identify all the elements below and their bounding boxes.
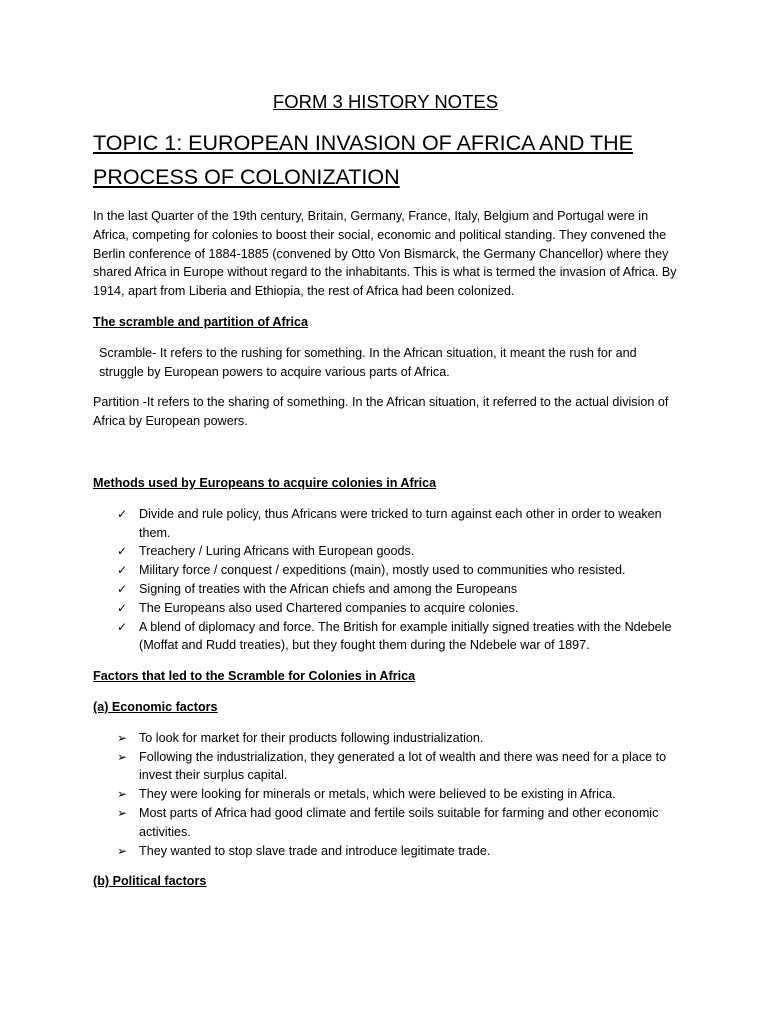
list-item-text: Treachery / Luring Africans with European goods. [139,544,415,559]
methods-list [93,505,678,655]
arrow-bullet-icon: ➢ [116,805,128,820]
economic-factors-heading: (a) Economic factors [93,699,218,714]
economic-factors-list [93,729,678,861]
list-item [93,804,678,842]
check-icon: ✓ [116,619,128,634]
list-item-text: Signing of treaties with the African chiefs and among the Europeans [139,581,518,596]
intro-paragraph: In the last Quarter of the 19th century, Britain, Germany, France, Italy, Belgium and Portugal were in Africa, competing for colonies to boost their social, economic and political standing. They convened the Berlin conference of 1884-1885 (convened by Otto Von Bismarck, the Germany Chancellor) where they shared Africa in Europe without regard to the inhabitants. This is what is termed the invasion of Africa. By 1914, apart from Liberia and Ethiopia, the rest of Africa had been colonized. [93,209,677,299]
check-icon: ✓ [116,581,128,596]
document-title: FORM 3 HISTORY NOTES [272,91,499,112]
list-item [93,505,678,543]
check-icon: ✓ [116,600,128,615]
scramble-heading: The scramble and partition of Africa [93,314,309,329]
political-factors-heading: (b) Political factors [93,874,207,889]
arrow-bullet-icon: ➢ [116,787,128,802]
list-item-text: A blend of diplomacy and force. The British for example initially signed treaties with the Ndebele (Moffat and Rudd treaties), but they fought them during the Ndebele war of 1897. [139,619,672,653]
check-icon: ✓ [116,563,128,578]
arrow-bullet-icon: ➢ [116,843,128,858]
check-icon: ✓ [116,544,128,559]
list-item-text: Military force / conquest / expeditions (main), mostly used to communities who resisted. [139,563,626,578]
list-item [93,561,678,580]
list-item-text: To look for market for their products following industrialization. [139,730,484,745]
arrow-bullet-icon: ➢ [116,730,128,745]
list-item [93,729,678,748]
arrow-bullet-icon: ➢ [116,749,128,764]
topic-heading: TOPIC 1: EUROPEAN INVASION OF AFRICA AND THE PROCESS OF COLONIZATION [93,131,634,189]
list-item-text: Divide and rule policy, thus Africans were tricked to turn against each other in order to weaken them. [139,506,662,540]
check-icon: ✓ [116,506,128,521]
document-page [93,90,678,903]
list-item [93,785,678,804]
list-item-text: They wanted to stop slave trade and introduce legitimate trade. [139,843,491,858]
list-item [93,748,678,786]
list-item [93,542,678,561]
list-item [93,618,678,656]
list-item [93,842,678,861]
list-item-text: Most parts of Africa had good climate and fertile soils suitable for farming and other economic activities. [139,805,659,839]
list-item-text: They were looking for minerals or metals, which were believed to be existing in Africa. [139,787,616,802]
list-item-text: Following the industrialization, they generated a lot of wealth and there was need for a place to invest their surplus capital. [139,749,667,783]
partition-definition: Partition -It refers to the sharing of something. In the African situation, it referred to the actual division of Africa by European powers. [93,395,669,429]
list-item [93,580,678,599]
methods-heading: Methods used by Europeans to acquire colonies in Africa [93,475,437,490]
scramble-definition: Scramble- It refers to the rushing for something. In the African situation, it meant the rush for and struggle by European powers to acquire various parts of Africa. [99,345,637,379]
spacer [93,443,678,474]
list-item-text: The Europeans also used Chartered companies to acquire colonies. [139,600,519,615]
factors-heading: Factors that led to the Scramble for Colonies in Africa [93,669,416,684]
list-item [93,599,678,618]
